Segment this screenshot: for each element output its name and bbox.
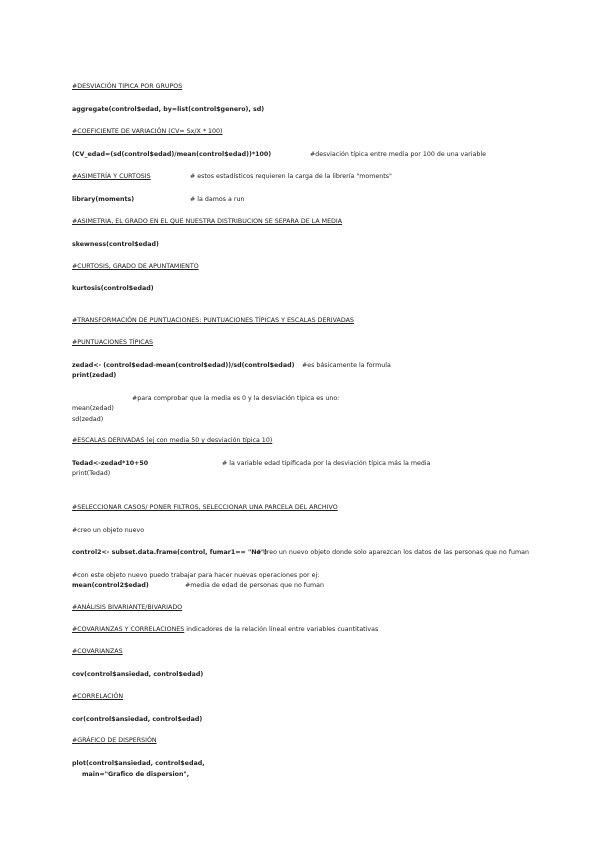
- code-aggregate: aggregate(control$edad, by=list(control$genero), sd): [72, 106, 265, 113]
- code-plot-main: main="Grafico de dispersion",: [82, 771, 190, 778]
- code-sd-zedad: sd(zedad): [72, 416, 104, 423]
- code-library: library(moments): [72, 196, 135, 203]
- code-zedad: zedad<- (control$edad-mean(control$edad))/sd(control$edad): [72, 362, 295, 369]
- heading-asimetria: #ASIMETRIA, EL GRADO EN EL QUE NUESTRA DISTRIBUCION SE SEPARA DE LA MEDIA: [72, 218, 343, 225]
- code-cv-edad: (CV_edad=(sd(control$edad)/mean(control$edad))*100): [72, 151, 272, 158]
- heading-transformacion: #TRANSFORMACIÓN DE PUNTUACIONES: PUNTUACIONES TÍPICAS Y ESCALAS DERIVADAS: [72, 317, 354, 324]
- comment-media-no-fuman: #media de edad de personas que no fuman: [185, 582, 324, 589]
- heading-covarianzas-correlaciones: [72, 626, 378, 634]
- heading-grafico-dispersion: #GRÁFICO DE DISPERSIÓN: [72, 737, 157, 744]
- comment-cv: #desviación típica entre media por 100 de una variable: [310, 151, 486, 158]
- comment-comprobar: #para comprobar que la media es 0 y la desviación típica es uno:: [132, 395, 340, 402]
- heading-asimetria-curtosis: #ASIMETRÍA Y CURTOSIS: [72, 173, 151, 180]
- code-kurtosis: kurtosis(control$edad): [72, 285, 154, 292]
- heading-covarianzas-correlaciones-title: #COVARIANZAS Y CORRELACIONES: [72, 626, 185, 633]
- heading-covarianzas: #COVARIANZAS: [72, 648, 123, 655]
- comment-moments: # estos estadísticos requieren la carga de la librería "moments": [190, 173, 392, 180]
- code-cor: cor(control$ansiedad, control$edad): [72, 716, 203, 723]
- covarianzas-description: indicadores de la relación lineal entre variables cuantitativas: [184, 626, 379, 633]
- heading-correlacion: #CORRELACIÓN: [72, 693, 124, 700]
- code-print-zedad: print(zedad): [72, 372, 117, 379]
- code-mean-control2: mean(control2$edad): [72, 582, 149, 589]
- code-cov: cov(control$ansiedad, control$edad): [72, 671, 204, 678]
- comment-run: # la damos a run: [190, 196, 245, 203]
- code-plot: plot(control$ansiedad, control$edad,: [72, 760, 205, 767]
- code-tedad: Tedad<-zedad*10+50: [72, 460, 149, 467]
- code-mean-zedad: mean(zedad): [72, 405, 114, 412]
- comment-tedad: # la variable edad tipificada por la desviación típica más la media: [222, 460, 431, 467]
- comment-nuevas-operaciones: #con este objeto nuevo puedo trabajar para hacer nuevas operaciones por ej:: [72, 572, 320, 579]
- heading-escalas-derivadas: #ESCALAS DERIVADAS (ej con media 50 y desviación típica 10): [72, 437, 273, 444]
- comment-creo-objeto: #creo un objeto nuevo: [72, 527, 145, 534]
- code-print-tedad: print(Tedad): [72, 470, 111, 477]
- heading-desviacion-tipica: #DESVIACIÓN TIPICA POR GRUPOS: [72, 83, 183, 90]
- comment-no-fuman: # creo un nuevo objeto donde solo aparezcan los datos de las personas que no fuman: [256, 549, 529, 556]
- code-control2: control2<- subset.data.frame(control, fumar1== "No"): [72, 549, 268, 556]
- heading-coeficiente-variacion: #COEFICIENTE DE VARIACIÓN (CV= Sx/X * 100): [72, 128, 223, 135]
- heading-puntuaciones-tipicas: #PUNTUACIONES TÍPICAS: [72, 339, 154, 346]
- heading-seleccionar-casos: #SELECCIONAR CASOS/ PONER FILTROS, SELECCIONAR UNA PARCELA DEL ARCHIVO: [72, 504, 338, 511]
- code-skewness: skewness(control$edad): [72, 241, 159, 248]
- heading-curtosis: #CURTOSIS, GRADO DE APUNTAMIENTO: [72, 263, 199, 270]
- comment-formula: #es básicamente la formula: [302, 362, 391, 369]
- heading-bivariante: #ANÁLISIS BIVARIANTE/BIVARIADO: [72, 604, 183, 611]
